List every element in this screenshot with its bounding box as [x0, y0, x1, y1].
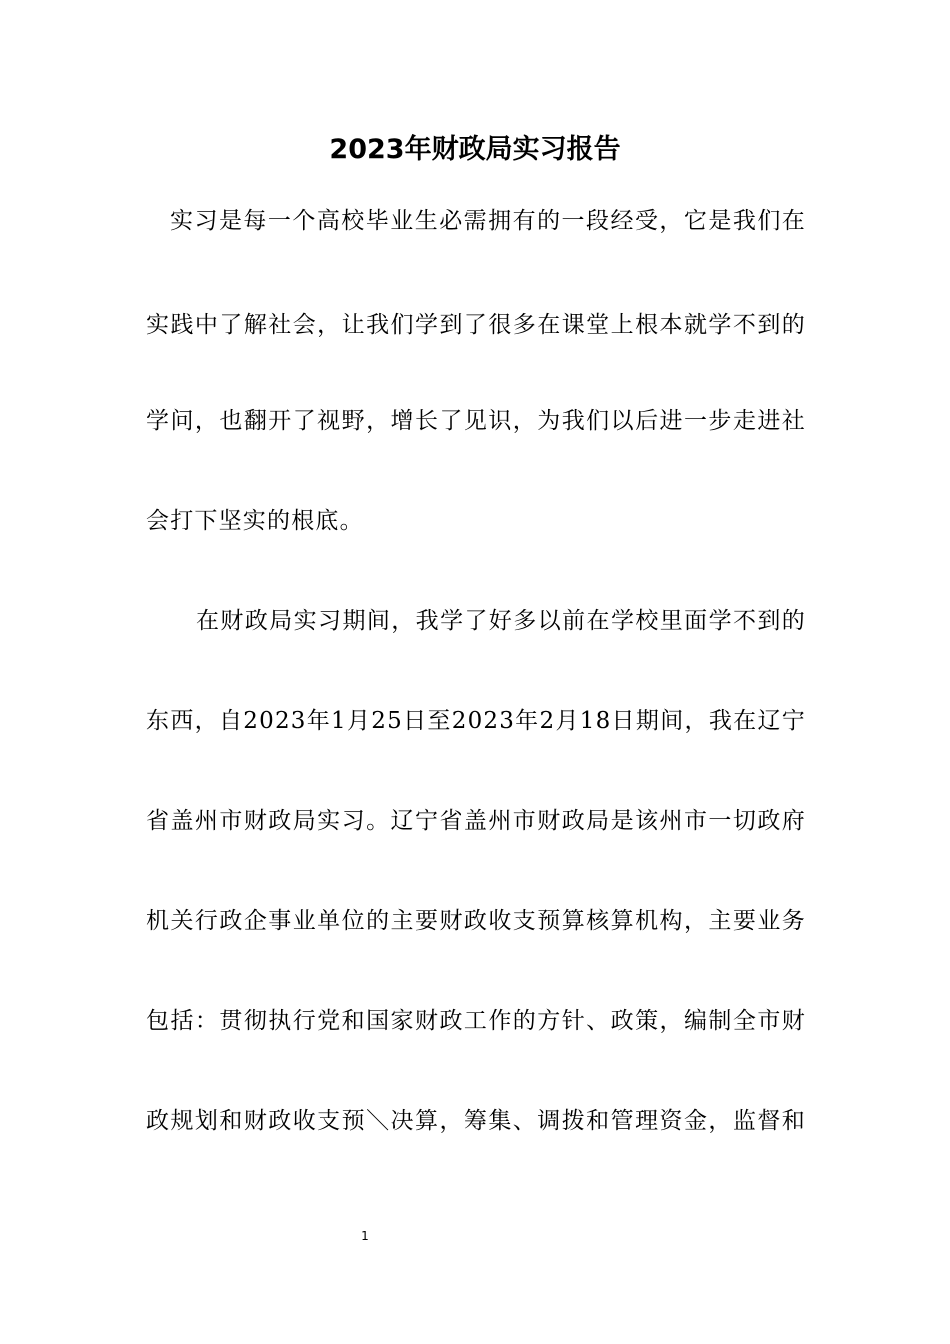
paragraph-1-line-2: 实践中了解社会，让我们学到了很多在课堂上根本就学不到的: [146, 312, 806, 338]
document-title: 2023年财政局实习报告: [329, 134, 621, 165]
paragraph-2-line-5: 包括：贯彻执行党和国家财政工作的方针、政策，编制全市财: [146, 1008, 806, 1034]
paragraph-2-line-3: 省盖州市财政局实习。辽宁省盖州市财政局是该州市一切政府: [146, 808, 806, 834]
paragraph-2-line-2: 东西，自2023年1月25日至2023年2月18日期间，我在辽宁: [146, 708, 806, 734]
paragraph-1-line-1: 实习是每一个高校毕业生必需拥有的一段经受，它是我们在: [170, 208, 806, 234]
page-number: 1: [361, 1229, 369, 1243]
paragraph-2-line-6: 政规划和财政收支预＼决算，筹集、调拨和管理资金，监督和: [146, 1108, 806, 1134]
paragraph-1-line-4: 会打下坚实的根底。: [146, 508, 364, 534]
paragraph-2-line-1: 在财政局实习期间，我学了好多以前在学校里面学不到的: [196, 608, 806, 634]
paragraph-2-line-4: 机关行政企事业单位的主要财政收支预算核算机构，主要业务: [146, 908, 806, 934]
paragraph-1-line-3: 学问，也翻开了视野，增长了见识，为我们以后进一步走进社: [146, 408, 806, 434]
